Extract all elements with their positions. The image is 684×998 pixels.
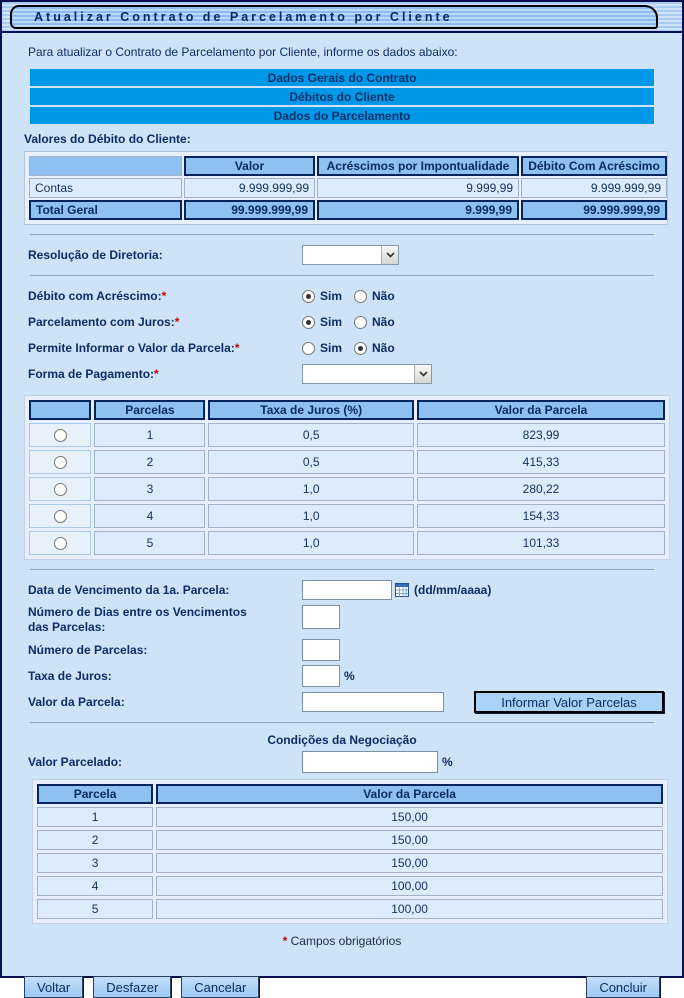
parcela-valor: 415,33: [417, 450, 665, 474]
total-label: Total Geral: [29, 200, 182, 220]
required-marker: *: [154, 366, 159, 381]
contas-valor: 9.999.999,99: [184, 178, 315, 198]
neg-valor: 150,00: [156, 853, 663, 873]
data-vencimento-label: Data de Vencimento da 1a. Parcela:: [28, 582, 230, 597]
table-row: [29, 477, 665, 501]
contas-label: Contas: [29, 178, 182, 198]
parcela-3-radio[interactable]: [54, 483, 67, 496]
num-parcelas-label: Número de Parcelas:: [28, 642, 148, 657]
parcelamento-juros-sim-radio[interactable]: [302, 316, 315, 329]
section-bar-dados-gerais[interactable]: Dados Gerais do Contrato: [30, 69, 654, 86]
parcela-num: 4: [94, 504, 205, 528]
permite-informar-label: Permite Informar o Valor da Parcela:: [28, 340, 235, 355]
required-star: *: [282, 934, 288, 948]
debit-table: [24, 151, 668, 225]
valor-parcelado-label: Valor Parcelado:: [28, 754, 123, 769]
resolucao-label: Resolução de Diretoria:: [28, 247, 163, 262]
chevron-down-icon[interactable]: [414, 365, 431, 383]
debito-acrescimo-row: [20, 285, 664, 307]
neg-parcela: 3: [37, 853, 153, 873]
valor-parcela-row: [20, 691, 664, 713]
taxa-juros-label: Taxa de Juros:: [28, 668, 112, 683]
required-fields-note: [20, 934, 664, 948]
table-row: [37, 876, 663, 896]
permite-informar-nao-radio[interactable]: [354, 342, 367, 355]
radio-sim-label: Sim: [320, 341, 343, 355]
debit-table-caption: Valores do Débito do Cliente:: [24, 132, 191, 146]
separator: [30, 569, 654, 570]
parcela-5-radio[interactable]: [54, 537, 67, 550]
separator: [30, 234, 654, 235]
table-row: [37, 853, 663, 873]
radio-sim-label: Sim: [320, 289, 343, 303]
debito-acrescimo-sim-radio[interactable]: [302, 290, 315, 303]
contas-acrescimos: 9.999,99: [317, 178, 519, 198]
concluir-button[interactable]: Concluir: [586, 976, 660, 998]
radio-sim-label: Sim: [320, 315, 343, 329]
valor-parcelado-row: [20, 751, 664, 773]
dias-row: [20, 605, 664, 635]
parcela-num: 5: [94, 531, 205, 555]
parcela-4-radio[interactable]: [54, 510, 67, 523]
page-title: Atualizar Contrato de Parcelamento por Cliente: [34, 10, 453, 24]
title-bar: [2, 2, 682, 33]
resolucao-select[interactable]: [302, 245, 399, 265]
taxa-juros-row: [20, 665, 664, 687]
total-debito: 99.999.999,99: [521, 200, 667, 220]
required-text: Campos obrigatórios: [287, 934, 402, 948]
forma-pagamento-selected-value: [303, 365, 414, 383]
debit-header-acrescimos: Acréscimos por Impontualidade: [317, 156, 519, 176]
required-marker: *: [161, 288, 167, 303]
parcelamento-juros-nao-radio[interactable]: [354, 316, 367, 329]
forma-pagamento-select[interactable]: [302, 364, 432, 384]
radio-nao-label: Não: [372, 315, 395, 329]
section-bar-dados-parcelamento[interactable]: Dados do Parcelamento: [30, 107, 654, 124]
parcelas-header-taxa: Taxa de Juros (%): [208, 400, 414, 420]
valor-parcela-input[interactable]: [302, 692, 444, 712]
informar-valor-parcelas-button[interactable]: Informar Valor Parcelas: [474, 691, 664, 713]
parcelamento-juros-row: [20, 311, 664, 333]
debit-header-empty: [29, 156, 182, 176]
required-marker: *: [174, 314, 180, 329]
negociacao-table: [32, 779, 668, 924]
debit-header-debito: Débito Com Acréscimo: [521, 156, 667, 176]
parcela-valor: 280,22: [417, 477, 665, 501]
parcela-valor: 154,33: [417, 504, 665, 528]
separator: [30, 722, 654, 723]
negociacao-header-parcela: Parcela: [37, 784, 153, 804]
contas-debito: 9.999.999,99: [521, 178, 667, 198]
chevron-down-icon[interactable]: [381, 246, 398, 264]
data-vencimento-row: [20, 579, 664, 601]
parcela-taxa: 1,0: [208, 477, 414, 501]
num-parcelas-input[interactable]: [302, 639, 340, 661]
parcelas-header-parcelas: Parcelas: [94, 400, 205, 420]
forma-pagamento-row: [20, 363, 664, 385]
cancelar-button[interactable]: Cancelar: [181, 976, 259, 998]
section-bar-debitos-cliente[interactable]: Débitos do Cliente: [30, 88, 654, 105]
neg-valor: 150,00: [156, 830, 663, 850]
parcelas-header-valor: Valor da Parcela: [417, 400, 665, 420]
neg-valor: 100,00: [156, 876, 663, 896]
voltar-button[interactable]: Voltar: [24, 976, 83, 998]
parcelamento-juros-label: Parcelamento com Juros:: [28, 314, 175, 329]
parcela-taxa: 0,5: [208, 450, 414, 474]
resolucao-selected-value: [303, 246, 381, 264]
neg-valor: 100,00: [156, 899, 663, 919]
form-content: [2, 33, 682, 948]
resolucao-row: [20, 244, 664, 266]
radio-nao-label: Não: [372, 341, 395, 355]
table-row: [29, 423, 665, 447]
negociacao-title: Condições da Negociação: [267, 733, 417, 747]
total-valor: 99.999.999,99: [184, 200, 315, 220]
required-marker: *: [234, 340, 240, 355]
parcela-num: 1: [94, 423, 205, 447]
total-acrescimos: 9.999,99: [317, 200, 519, 220]
table-row: [29, 178, 667, 198]
parcela-num: 2: [94, 450, 205, 474]
table-row: [37, 807, 663, 827]
section-bars: [30, 69, 654, 124]
debit-header-valor: Valor: [184, 156, 315, 176]
forma-pagamento-label: Forma de Pagamento:: [28, 366, 155, 381]
parcela-1-radio[interactable]: [54, 429, 67, 442]
desfazer-button[interactable]: Desfazer: [93, 976, 171, 998]
debito-acrescimo-nao-radio[interactable]: [354, 290, 367, 303]
calendar-icon[interactable]: [395, 583, 409, 597]
percent-suffix: %: [344, 669, 355, 683]
table-row: [29, 531, 665, 555]
table-row: [37, 899, 663, 919]
percent-suffix: %: [442, 755, 453, 769]
parcelas-table: [24, 395, 670, 560]
debito-acrescimo-label: Débito com Acréscimo:: [28, 288, 162, 303]
parcela-valor: 101,33: [417, 531, 665, 555]
valor-parcela-label: Valor da Parcela:: [28, 694, 125, 709]
neg-parcela: 4: [37, 876, 153, 896]
neg-valor: 150,00: [156, 807, 663, 827]
action-buttons: [2, 976, 682, 998]
radio-nao-label: Não: [372, 289, 395, 303]
parcela-taxa: 1,0: [208, 531, 414, 555]
date-format-hint: (dd/mm/aaaa): [414, 583, 492, 597]
table-row: [29, 450, 665, 474]
taxa-juros-input[interactable]: [302, 665, 340, 687]
parcela-valor: 823,99: [417, 423, 665, 447]
parcela-num: 3: [94, 477, 205, 501]
neg-parcela: 5: [37, 899, 153, 919]
parcelas-header-radio: [29, 400, 91, 420]
parcela-taxa: 0,5: [208, 423, 414, 447]
dias-label: Número de Dias entre os Vencimentos das Parcelas:: [28, 605, 247, 634]
permite-informar-row: [20, 337, 664, 359]
dias-input[interactable]: [302, 605, 340, 629]
table-row: [29, 504, 665, 528]
parcela-taxa: 1,0: [208, 504, 414, 528]
table-row: [37, 830, 663, 850]
parcela-2-radio[interactable]: [54, 456, 67, 469]
intro-text: Para atualizar o Contrato de Parcelamento por Cliente, informe os dados abaixo:: [28, 45, 458, 59]
data-vencimento-input[interactable]: [302, 580, 392, 600]
neg-parcela: 2: [37, 830, 153, 850]
negociacao-header-valor: Valor da Parcela: [156, 784, 663, 804]
table-row-total: [29, 200, 667, 220]
num-parcelas-row: [20, 639, 664, 661]
permite-informar-sim-radio[interactable]: [302, 342, 315, 355]
title-tab: [10, 5, 658, 29]
valor-parcelado-input[interactable]: [302, 751, 438, 773]
separator: [30, 275, 654, 276]
neg-parcela: 1: [37, 807, 153, 827]
